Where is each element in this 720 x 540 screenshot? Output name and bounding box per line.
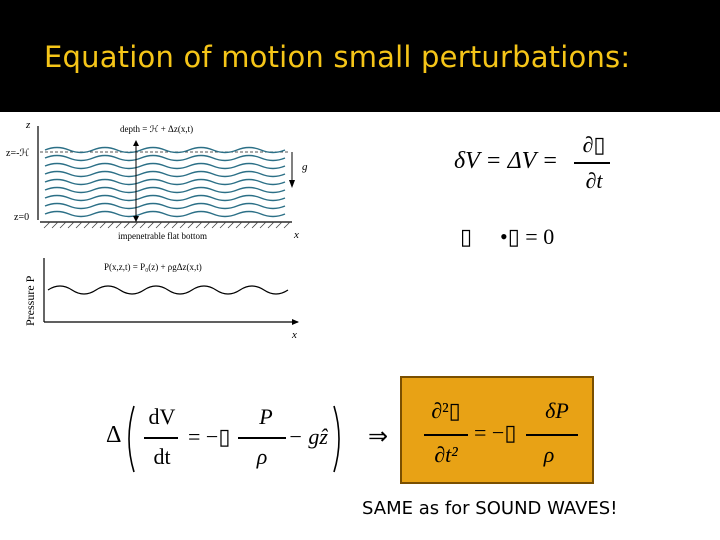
equation-1-fraction-bar (574, 162, 610, 164)
sound-waves-note: SAME as for SOUND WAVES! (362, 498, 618, 519)
equation-3-frac2-denominator: ρ (256, 444, 268, 469)
water-layer-diagram (0, 112, 320, 242)
bottom-label: impenetrable flat bottom (118, 231, 207, 241)
pressure-y-label: Pressure P (23, 275, 37, 326)
bottom-hatching (44, 222, 290, 228)
result-frac2-bar (526, 434, 578, 436)
water-waves (45, 148, 285, 217)
equation-3-frac2-numerator: P (259, 404, 273, 429)
equation-3-frac1-numerator: dV (148, 404, 176, 429)
equation-1-numerator: ∂▯ (582, 132, 606, 157)
z-zero-label: z=0 (14, 212, 30, 223)
depth-label: depth = ℋ + Δz(x,t) (120, 124, 194, 134)
result-frac1-bar (424, 434, 468, 436)
pressure-wave (48, 286, 288, 294)
equation-3-frac2-bar (238, 437, 286, 439)
gravity-label: g (302, 161, 308, 173)
equation-3-delta: Δ (106, 422, 122, 448)
result-frac1-denominator: ∂t² (434, 442, 458, 467)
equation-3-right-paren (332, 404, 344, 474)
result-frac2-numerator: δP (545, 398, 569, 423)
equation-3-tail: − gẑ (288, 424, 328, 449)
slide-title: Equation of motion small perturbations: (44, 40, 631, 74)
pressure-x-arrowhead (292, 319, 299, 325)
x-axis-label-top: x (294, 229, 299, 241)
equation-3-equals: = −▯ (188, 424, 231, 449)
result-frac2-denominator: ρ (543, 442, 555, 467)
equation-3-left-paren (124, 404, 136, 474)
equation-2-left: ▯ (460, 224, 473, 249)
equation-2-rest: •▯ = 0 (500, 224, 555, 249)
pressure-formula: P(x,z,t) = P₀(z) + ρgΔz(x,t) (104, 262, 202, 272)
z-axis-label: z (26, 119, 31, 131)
pressure-diagram (0, 252, 320, 344)
equation-3-frac1-denominator: dt (153, 444, 171, 469)
gravity-arrowhead (289, 180, 295, 188)
equation-1-lhs: δV = ΔV = (454, 148, 559, 174)
equation-1-denominator: ∂t (585, 168, 603, 193)
z-minus-h-label: z=-ℋ (6, 148, 30, 159)
x-axis-label-bottom: x (292, 329, 297, 341)
result-frac1-numerator: ∂²▯ (431, 398, 461, 423)
title-bar (0, 0, 720, 112)
implies-arrow: ⇒ (368, 424, 389, 450)
equation-3-frac1-bar (144, 437, 178, 439)
result-equals: = −▯ (474, 420, 517, 445)
